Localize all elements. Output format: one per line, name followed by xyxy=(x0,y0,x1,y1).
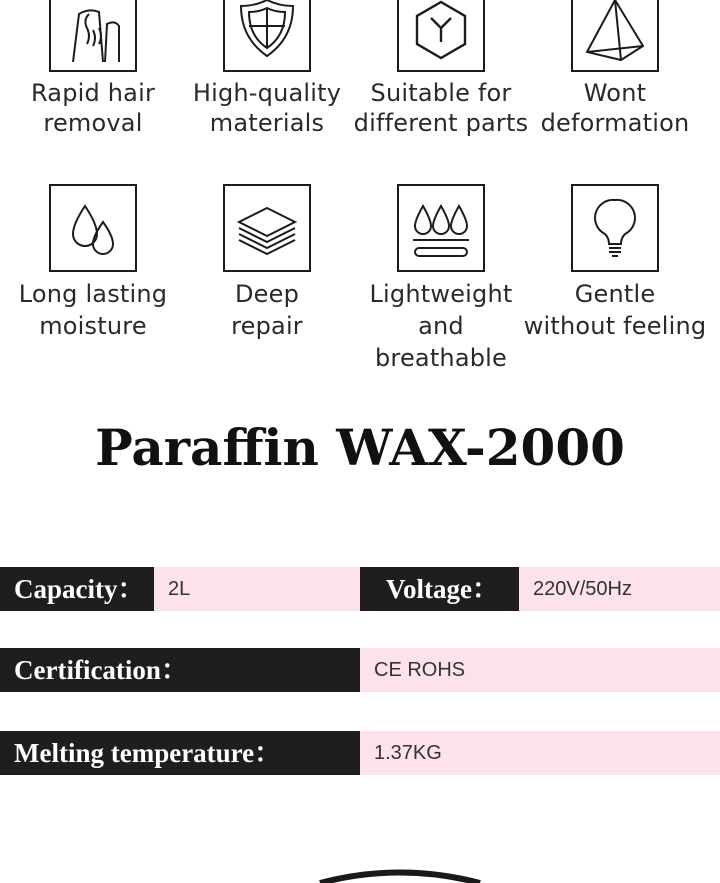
droplets-icon xyxy=(49,184,137,272)
lightbulb-icon xyxy=(571,184,659,272)
layers-icon xyxy=(223,184,311,272)
voltage-label: Voltage： xyxy=(360,567,519,611)
pyramid-icon xyxy=(571,0,659,72)
capacity-label: Capacity： xyxy=(0,567,154,611)
feature-label: Gentle without feeling xyxy=(523,280,707,340)
melting-value: 1.37KG xyxy=(360,731,720,775)
feature-label: Suitable for different parts xyxy=(353,79,529,137)
device-outline xyxy=(300,866,500,883)
feature-label: Rapid hair removal xyxy=(30,79,156,137)
shield-icon xyxy=(223,0,311,72)
feature-label: Long lasting moisture xyxy=(18,280,168,340)
certification-label: Certification： xyxy=(0,648,360,692)
voltage-value: 220V/50Hz xyxy=(519,567,720,611)
certification-value: CE ROHS xyxy=(360,648,720,692)
capacity-value: 2L xyxy=(154,567,360,611)
feature-label: Wont deformation xyxy=(540,79,690,137)
heat-waves-icon xyxy=(397,184,485,272)
feature-label: Deep repair xyxy=(231,280,303,340)
feature-label: High-quality materials xyxy=(192,79,342,137)
product-title: Paraffin WAX-2000 xyxy=(95,418,625,477)
melting-label: Melting temperature： xyxy=(0,731,360,775)
hexagon-icon xyxy=(397,0,485,72)
hair-removal-icon xyxy=(49,0,137,72)
feature-label: Lightweight and breathable xyxy=(369,280,513,372)
